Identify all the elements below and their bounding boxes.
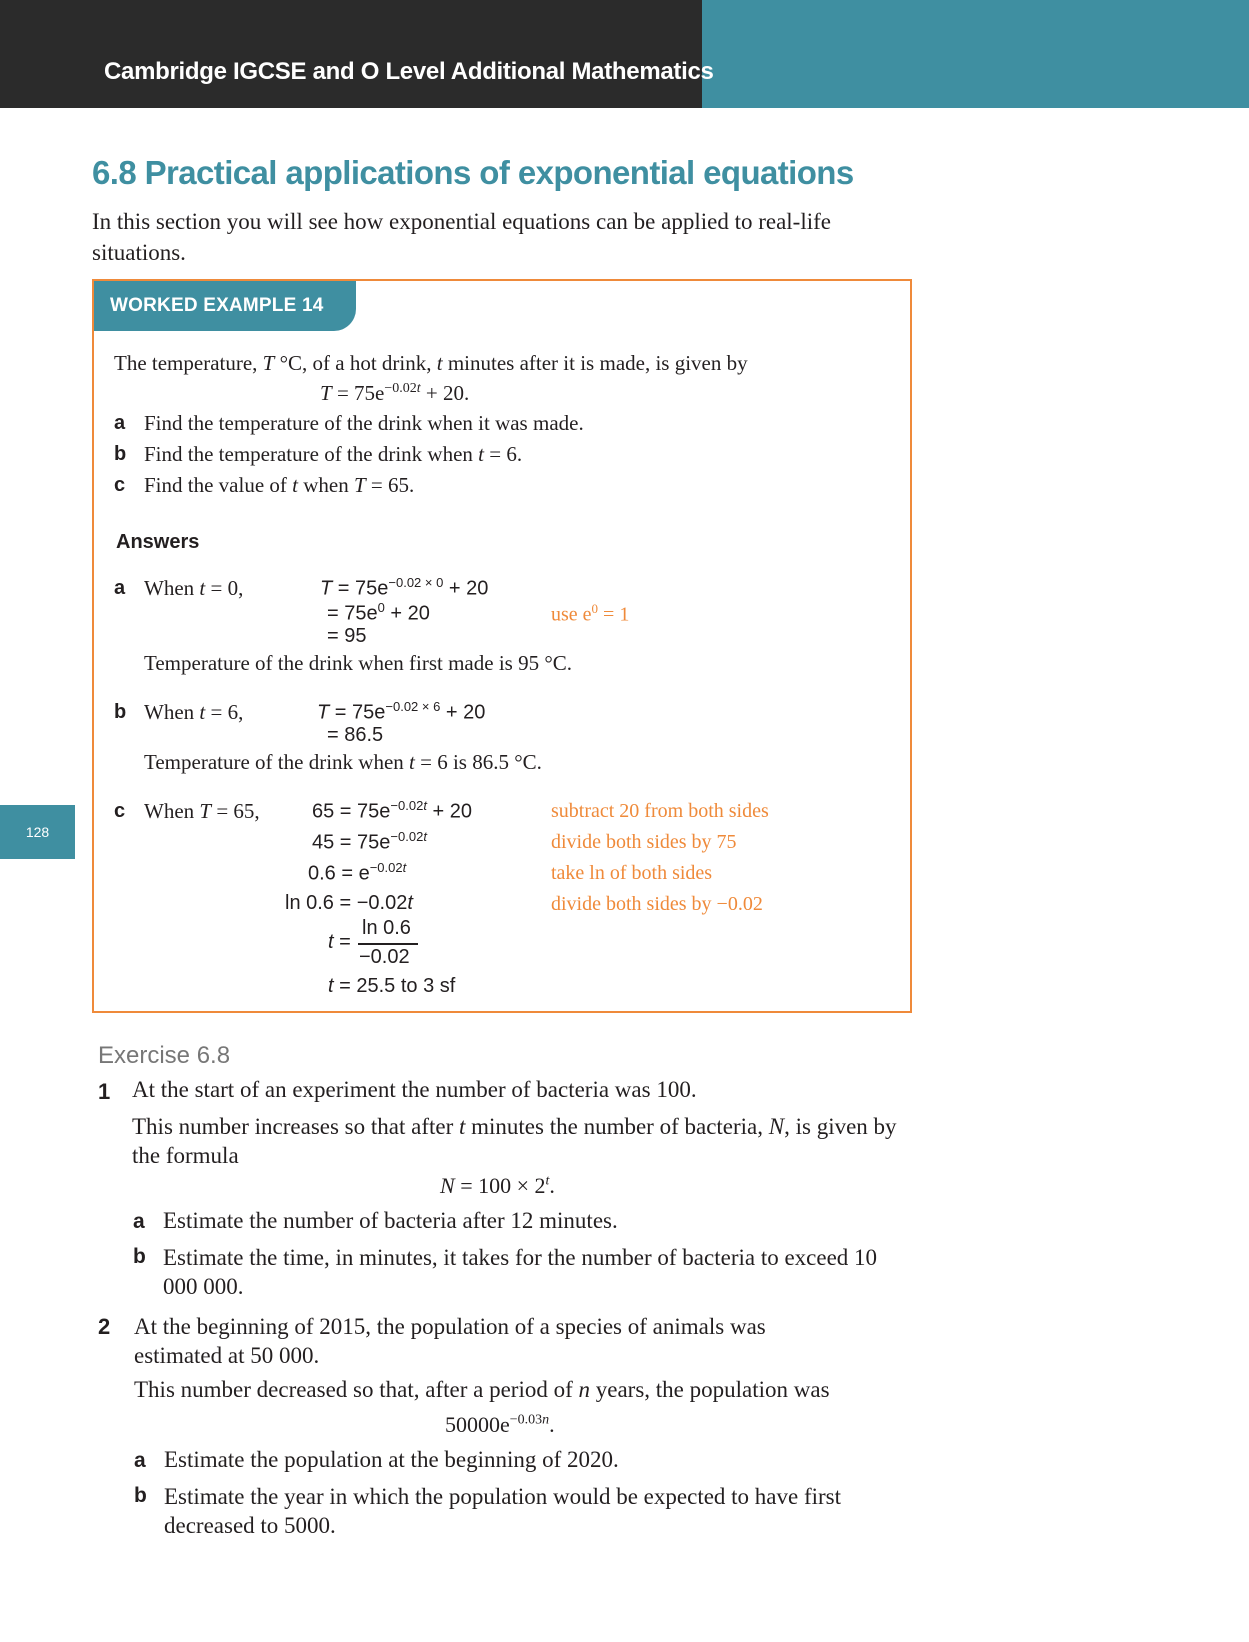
answer-c-note-3: take ln of both sides (551, 862, 713, 884)
section-title: 6.8 Practical applications of exponential equations (92, 154, 854, 191)
answer-b-when: When t = 6, (144, 700, 244, 724)
header-title: Cambridge IGCSE and O Level Additional Mathematics (104, 58, 714, 85)
answer-b-conclusion: Temperature of the drink when t = 6 is 86.5 °C. (144, 750, 542, 774)
page-number: 128 (0, 805, 75, 859)
q1-a-label: a (133, 1210, 145, 1233)
answer-a-line-3: = 95 (327, 625, 367, 647)
part-a-label: a (114, 412, 126, 434)
fraction-numerator: ln 0.6 (362, 917, 411, 939)
q1-formula: $N = 100 \times 2^t$. (440, 1173, 555, 1198)
answer-a-label: a (114, 577, 126, 599)
answer-c-when: When T = 65, (144, 799, 260, 823)
answer-c-line-2: $45 = 75e^{-0.02t}$ (312, 829, 427, 854)
answer-c-line-3: $0.6 = e^{-0.02t}$ (308, 860, 407, 885)
q2-a-label: a (134, 1449, 146, 1472)
q2-a-text: Estimate the population at the beginning of 2020. (164, 1447, 619, 1472)
part-b-label: b (114, 443, 127, 465)
part-c-text: Find the value of t when T = 65. (144, 473, 415, 497)
answer-a-line-2: = $75e^0 + 20$ (327, 600, 430, 625)
answer-c-line-6: t = 25.5 to 3 sf (328, 975, 456, 997)
answer-b-label: b (114, 701, 127, 723)
q1-b-text: Estimate the time, in minutes, it takes for the number of bacteria to exceed 10 000 000. (163, 1245, 878, 1299)
q2-b-text: Estimate the year in which the population would be expected to have first decreased to 5000. (164, 1484, 842, 1538)
header-accent (702, 0, 1249, 108)
q2-text-2: This number decreased so that, after a period of n years, the population was (134, 1377, 830, 1402)
answer-b-line-1: $T = 75e^{-0.02 \times 6} + 20$ (317, 699, 486, 724)
answer-c-label: c (114, 800, 126, 822)
q1-text-2: This number increases so that after t minutes the number of bacteria, N, is given by the formula (132, 1114, 897, 1168)
q2-number: 2 (98, 1314, 111, 1339)
answer-c-line-5: t = (328, 931, 351, 953)
worked-example-tab: WORKED EXAMPLE 14 (94, 281, 356, 331)
worked-example-box (92, 279, 912, 1013)
example-statement: The temperature, T °C, of a hot drink, t minutes after it is made, is given by (114, 351, 748, 375)
q1-number: 1 (98, 1079, 111, 1104)
part-c-label: c (114, 474, 126, 496)
part-b-text: Find the temperature of the drink when t = 6. (144, 442, 523, 466)
answer-c-line-4: ln 0.6 = −0.02t (285, 892, 413, 914)
exercise-title: Exercise 6.8 (98, 1042, 231, 1069)
q2-text-1: At the beginning of 2015, the population of a species of animals was estimated at 50 000. (134, 1314, 766, 1368)
answers-heading: Answers (116, 531, 200, 553)
q1-b-label: b (133, 1245, 146, 1268)
answer-b-line-2: = 86.5 (327, 724, 384, 746)
answer-c-line-1: $65 = 75e^{-0.02t} + 20$ (312, 798, 472, 823)
q2-formula: $50000e^{-0.03n}$. (445, 1412, 555, 1437)
answer-a-note: use $e^0 = 1$ (551, 601, 630, 626)
example-formula: $T = 75e^{-0.02t} + 20$. (320, 381, 470, 405)
answer-c-note-2: divide both sides by 75 (551, 831, 737, 853)
part-a-text: Find the temperature of the drink when it was made. (144, 411, 584, 435)
section-intro: In this section you will see how exponential equations can be applied to real-life situations. (92, 209, 831, 265)
fraction-bar (358, 943, 418, 945)
fraction-denominator: −0.02 (359, 946, 410, 968)
header-bar (0, 0, 702, 108)
answer-a-line-1: $T = 75e^{-0.02 \times 0} + 20$ (320, 575, 489, 600)
answer-c-note-1: subtract 20 from both sides (551, 800, 769, 822)
q2-b-label: b (134, 1484, 147, 1507)
q1-text-1: At the start of an experiment the number of bacteria was 100. (132, 1077, 697, 1102)
q1-a-text: Estimate the number of bacteria after 12 minutes. (163, 1208, 618, 1233)
answer-a-when: When t = 0, (144, 576, 244, 600)
answer-c-note-4: divide both sides by −0.02 (551, 893, 763, 915)
answer-a-conclusion: Temperature of the drink when first made is 95 °C. (144, 651, 572, 675)
